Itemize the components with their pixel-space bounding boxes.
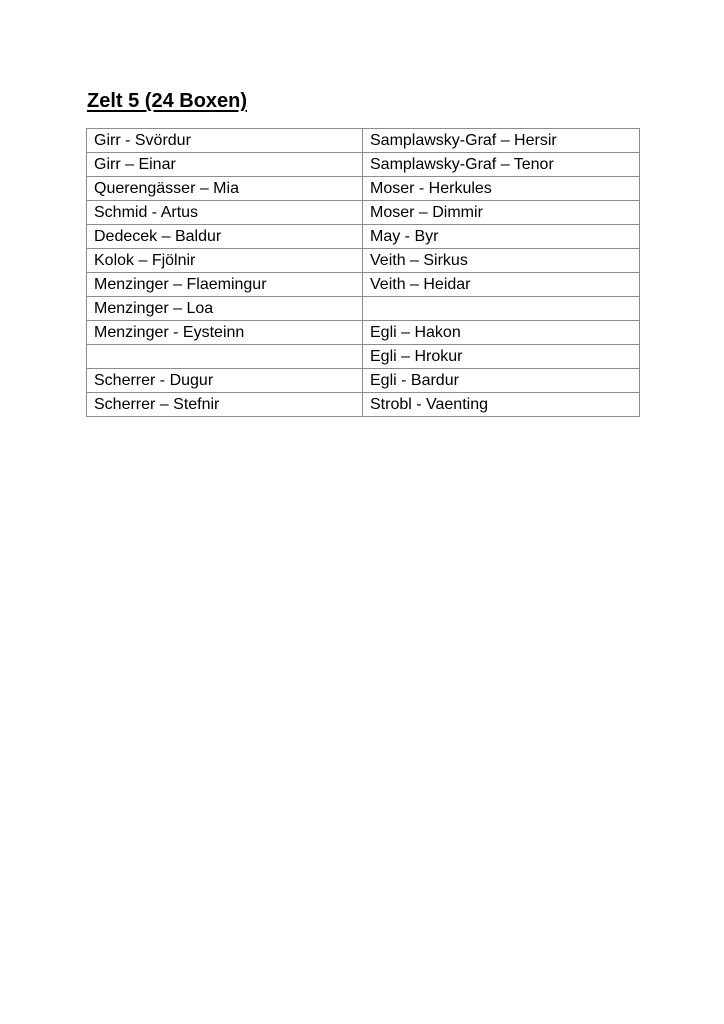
table-row <box>87 393 640 417</box>
box-assignment-table <box>86 128 640 417</box>
table-cell: Schmid - Artus <box>87 201 363 225</box>
table-row <box>87 249 640 273</box>
table-cell: Moser - Herkules <box>363 177 640 201</box>
table-row <box>87 297 640 321</box>
table-cell: Menzinger – Loa <box>87 297 363 321</box>
table-cell: Kolok – Fjölnir <box>87 249 363 273</box>
table-row <box>87 153 640 177</box>
table-cell: Girr – Einar <box>87 153 363 177</box>
table-cell: Moser – Dimmir <box>363 201 640 225</box>
table-cell: Menzinger - Eysteinn <box>87 321 363 345</box>
table-row <box>87 225 640 249</box>
table-cell: Querengässer – Mia <box>87 177 363 201</box>
table-cell: Scherrer - Dugur <box>87 369 363 393</box>
table-cell: Egli – Hrokur <box>363 345 640 369</box>
table-row <box>87 201 640 225</box>
table-cell <box>363 297 640 321</box>
table-cell <box>87 345 363 369</box>
page-title: Zelt 5 (24 Boxen) <box>87 90 248 112</box>
table-cell: Samplawsky-Graf – Tenor <box>363 153 640 177</box>
table-cell: Scherrer – Stefnir <box>87 393 363 417</box>
table-row <box>87 177 640 201</box>
table-cell: Dedecek – Baldur <box>87 225 363 249</box>
table-cell: Samplawsky-Graf – Hersir <box>363 129 640 153</box>
table-cell: Veith – Heidar <box>363 273 640 297</box>
table-row <box>87 345 640 369</box>
table-cell: Veith – Sirkus <box>363 249 640 273</box>
table-cell: Egli – Hakon <box>363 321 640 345</box>
table-cell: Strobl - Vaenting <box>363 393 640 417</box>
table-row <box>87 369 640 393</box>
table-cell: Girr - Svördur <box>87 129 363 153</box>
table-cell: Egli - Bardur <box>363 369 640 393</box>
table-row <box>87 273 640 297</box>
table-cell: Menzinger – Flaemingur <box>87 273 363 297</box>
table-row <box>87 129 640 153</box>
table-row <box>87 321 640 345</box>
table-cell: May - Byr <box>363 225 640 249</box>
